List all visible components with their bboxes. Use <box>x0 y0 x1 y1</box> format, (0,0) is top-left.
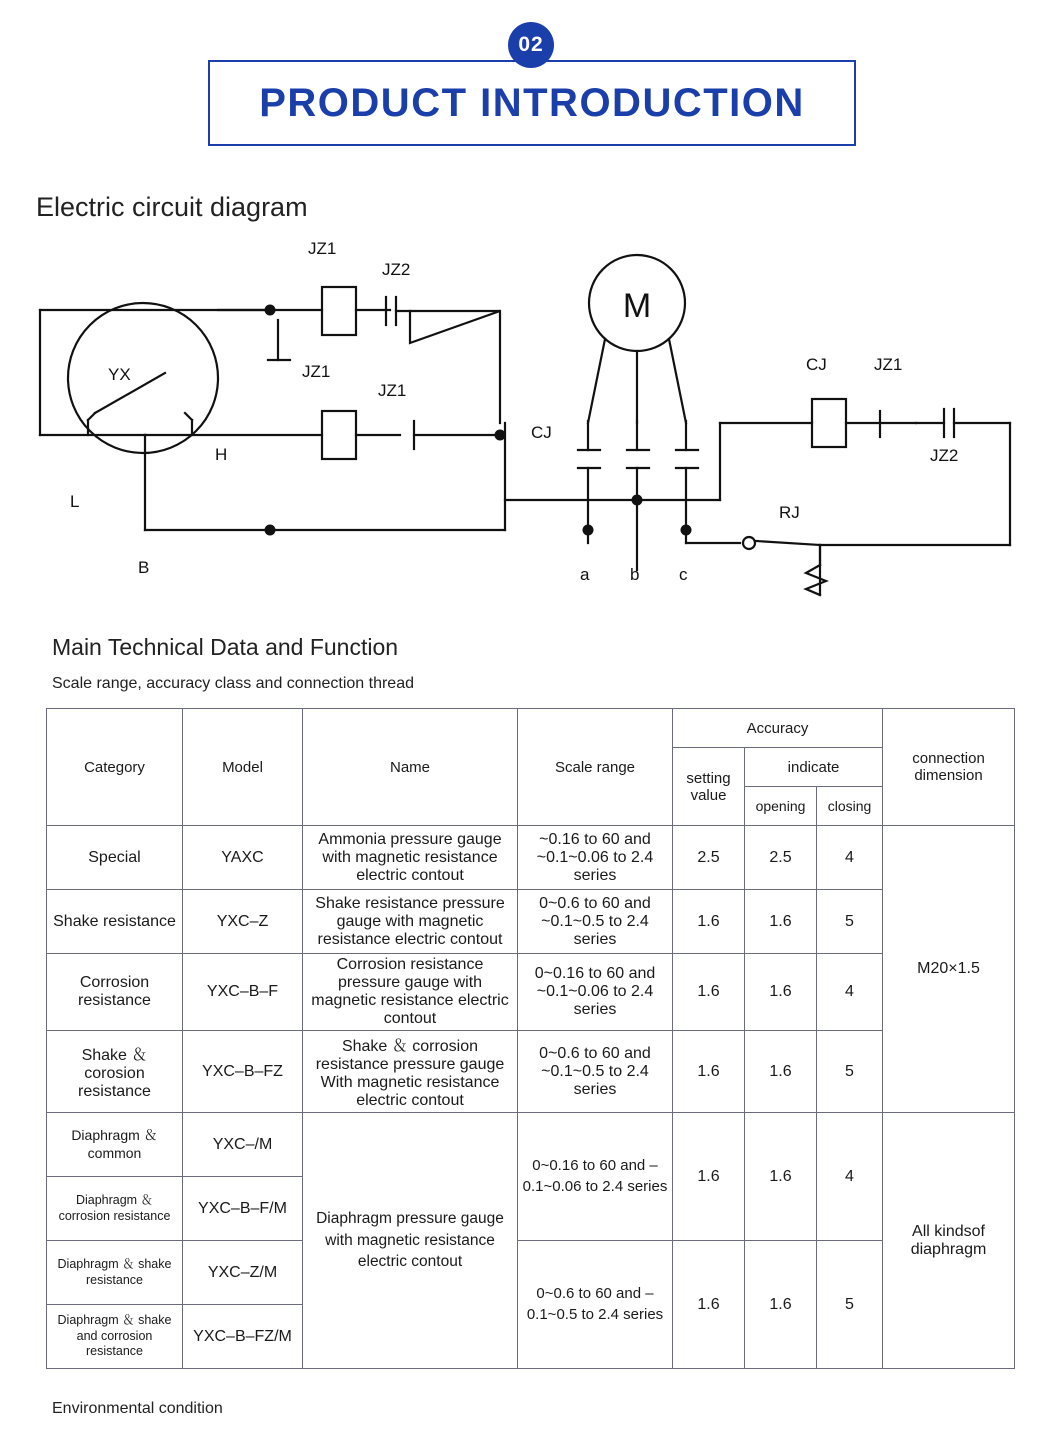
header-setting-value: setting value <box>673 748 745 826</box>
label-phase-a: a <box>580 565 590 584</box>
cell-model: YAXC <box>183 826 303 890</box>
label-jz1-top: JZ1 <box>308 239 337 258</box>
cell-scale: ~0.16 to 60 and ~0.1~0.06 to 2.4 series <box>518 826 673 890</box>
cell-model: YXC–/M <box>183 1113 303 1177</box>
page-number-badge: 02 <box>508 22 554 68</box>
table-row <box>47 1031 1015 1113</box>
cell-category: Diaphragm ＆ corrosion resistance <box>47 1177 183 1241</box>
table-row <box>47 1241 1015 1305</box>
cell-scale: 0~0.16 to 60 and ~0.1~0.06 to 2.4 series <box>518 954 673 1031</box>
label-jz2-top: JZ2 <box>382 260 411 279</box>
header-model: Model <box>183 709 303 826</box>
label-h: H <box>215 445 228 464</box>
page-title-box <box>208 60 856 146</box>
cell-setting: 2.5 <box>673 826 745 890</box>
table-row <box>47 826 1015 890</box>
cell-category: Shake ＆ corosion resistance <box>47 1031 183 1113</box>
cell-model: YXC–Z <box>183 890 303 954</box>
cell-model: YXC–B–FZ <box>183 1031 303 1113</box>
cell-connection-group-1: M20×1.5 <box>883 826 1015 1113</box>
label-b: B <box>138 558 150 577</box>
cell-closing: 4 <box>817 954 883 1031</box>
cell-category: Shake resistance <box>47 890 183 954</box>
cell-name: Corrosion resistance pressure gauge with magnetic resistance electric contout <box>303 954 518 1031</box>
cell-scale: 0~0.6 to 60 and ~0.1~0.5 to 2.4 series <box>518 1031 673 1113</box>
cell-opening: 1.6 <box>745 954 817 1031</box>
cell-scale: 0~0.6 to 60 and ~0.1~0.5 to 2.4 series <box>518 890 673 954</box>
section-subheading-scale-range: Scale range, accuracy class and connection thread <box>52 675 414 692</box>
cell-opening: 1.6 <box>745 1113 817 1241</box>
cell-name: Shake resistance pressure gauge with magnetic resistance electric contout <box>303 890 518 954</box>
label-l: L <box>70 492 80 511</box>
cell-model: YXC–Z/M <box>183 1241 303 1305</box>
cell-category: Diaphragm ＆ shake and corrosion resistance <box>47 1305 183 1369</box>
label-motor: M <box>622 287 652 325</box>
label-rj: RJ <box>779 503 800 522</box>
section-heading-main-technical: Main Technical Data and Function <box>52 634 399 660</box>
cell-category: Diaphragm ＆ shake resistance <box>47 1241 183 1305</box>
header-accuracy: Accuracy <box>673 709 883 748</box>
label-phase-c: c <box>679 565 688 584</box>
header-opening: opening <box>745 787 817 826</box>
cell-category: Special <box>47 826 183 890</box>
cell-model: YXC–B–FZ/M <box>183 1305 303 1369</box>
footer-note-environmental: Environmental condition <box>52 1400 223 1417</box>
label-yx: YX <box>108 365 131 384</box>
table-row <box>47 954 1015 1031</box>
label-jz1-mid-left: JZ1 <box>302 362 331 381</box>
header-scale-range: Scale range <box>518 709 673 826</box>
cell-category: Diaphragm ＆ common <box>47 1113 183 1177</box>
cell-setting: 1.6 <box>673 954 745 1031</box>
cell-closing: 5 <box>817 1241 883 1369</box>
page-title: PRODUCT INTRODUCTION <box>259 80 805 125</box>
spec-table-wrapper <box>46 708 1014 1369</box>
header-name: Name <box>303 709 518 826</box>
cell-name: Ammonia pressure gauge with magnetic resistance electric contout <box>303 826 518 890</box>
label-phase-b: b <box>630 565 640 584</box>
label-cj-right: CJ <box>806 355 827 374</box>
section-heading-circuit: Electric circuit diagram <box>36 192 308 222</box>
cell-category: Corrosion resistance <box>47 954 183 1031</box>
cell-model: YXC–B–F/M <box>183 1177 303 1241</box>
table-row <box>47 890 1015 954</box>
cell-opening: 1.6 <box>745 890 817 954</box>
label-jz2-right: JZ2 <box>930 446 959 465</box>
cell-closing: 4 <box>817 1113 883 1241</box>
cell-scale: 0~0.16 to 60 and – 0.1~0.06 to 2.4 series <box>518 1113 673 1241</box>
cell-setting: 1.6 <box>673 1031 745 1113</box>
header-indicate: indicate <box>745 748 883 787</box>
page-header <box>0 0 1060 165</box>
cell-setting: 1.6 <box>673 890 745 954</box>
cell-connection-group-2: All kindsof diaphragm <box>883 1113 1015 1369</box>
label-cj-left: CJ <box>531 423 552 442</box>
electric-circuit-diagram <box>0 225 1060 615</box>
cell-setting: 1.6 <box>673 1241 745 1369</box>
cell-closing: 5 <box>817 1031 883 1113</box>
cell-closing: 5 <box>817 890 883 954</box>
cell-name: Shake ＆ corrosion resistance pressure gauge With magnetic resistance electric contout <box>303 1031 518 1113</box>
cell-scale: 0~0.6 to 60 and – 0.1~0.5 to 2.4 series <box>518 1241 673 1369</box>
table-header-row-1 <box>47 709 1015 748</box>
table-row <box>47 1113 1015 1177</box>
cell-setting: 1.6 <box>673 1113 745 1241</box>
cell-opening: 2.5 <box>745 826 817 890</box>
cell-opening: 1.6 <box>745 1241 817 1369</box>
technical-data-table <box>46 708 1015 1369</box>
cell-model: YXC–B–F <box>183 954 303 1031</box>
header-category: Category <box>47 709 183 826</box>
header-closing: closing <box>817 787 883 826</box>
header-connection-dimension: connection dimension <box>883 709 1015 826</box>
label-jz1-mid: JZ1 <box>378 381 407 400</box>
cell-closing: 4 <box>817 826 883 890</box>
cell-opening: 1.6 <box>745 1031 817 1113</box>
cell-name-diaphragm: Diaphragm pressure gauge with magnetic resistance electric contout <box>303 1113 518 1369</box>
label-jz1-right: JZ1 <box>874 355 903 374</box>
